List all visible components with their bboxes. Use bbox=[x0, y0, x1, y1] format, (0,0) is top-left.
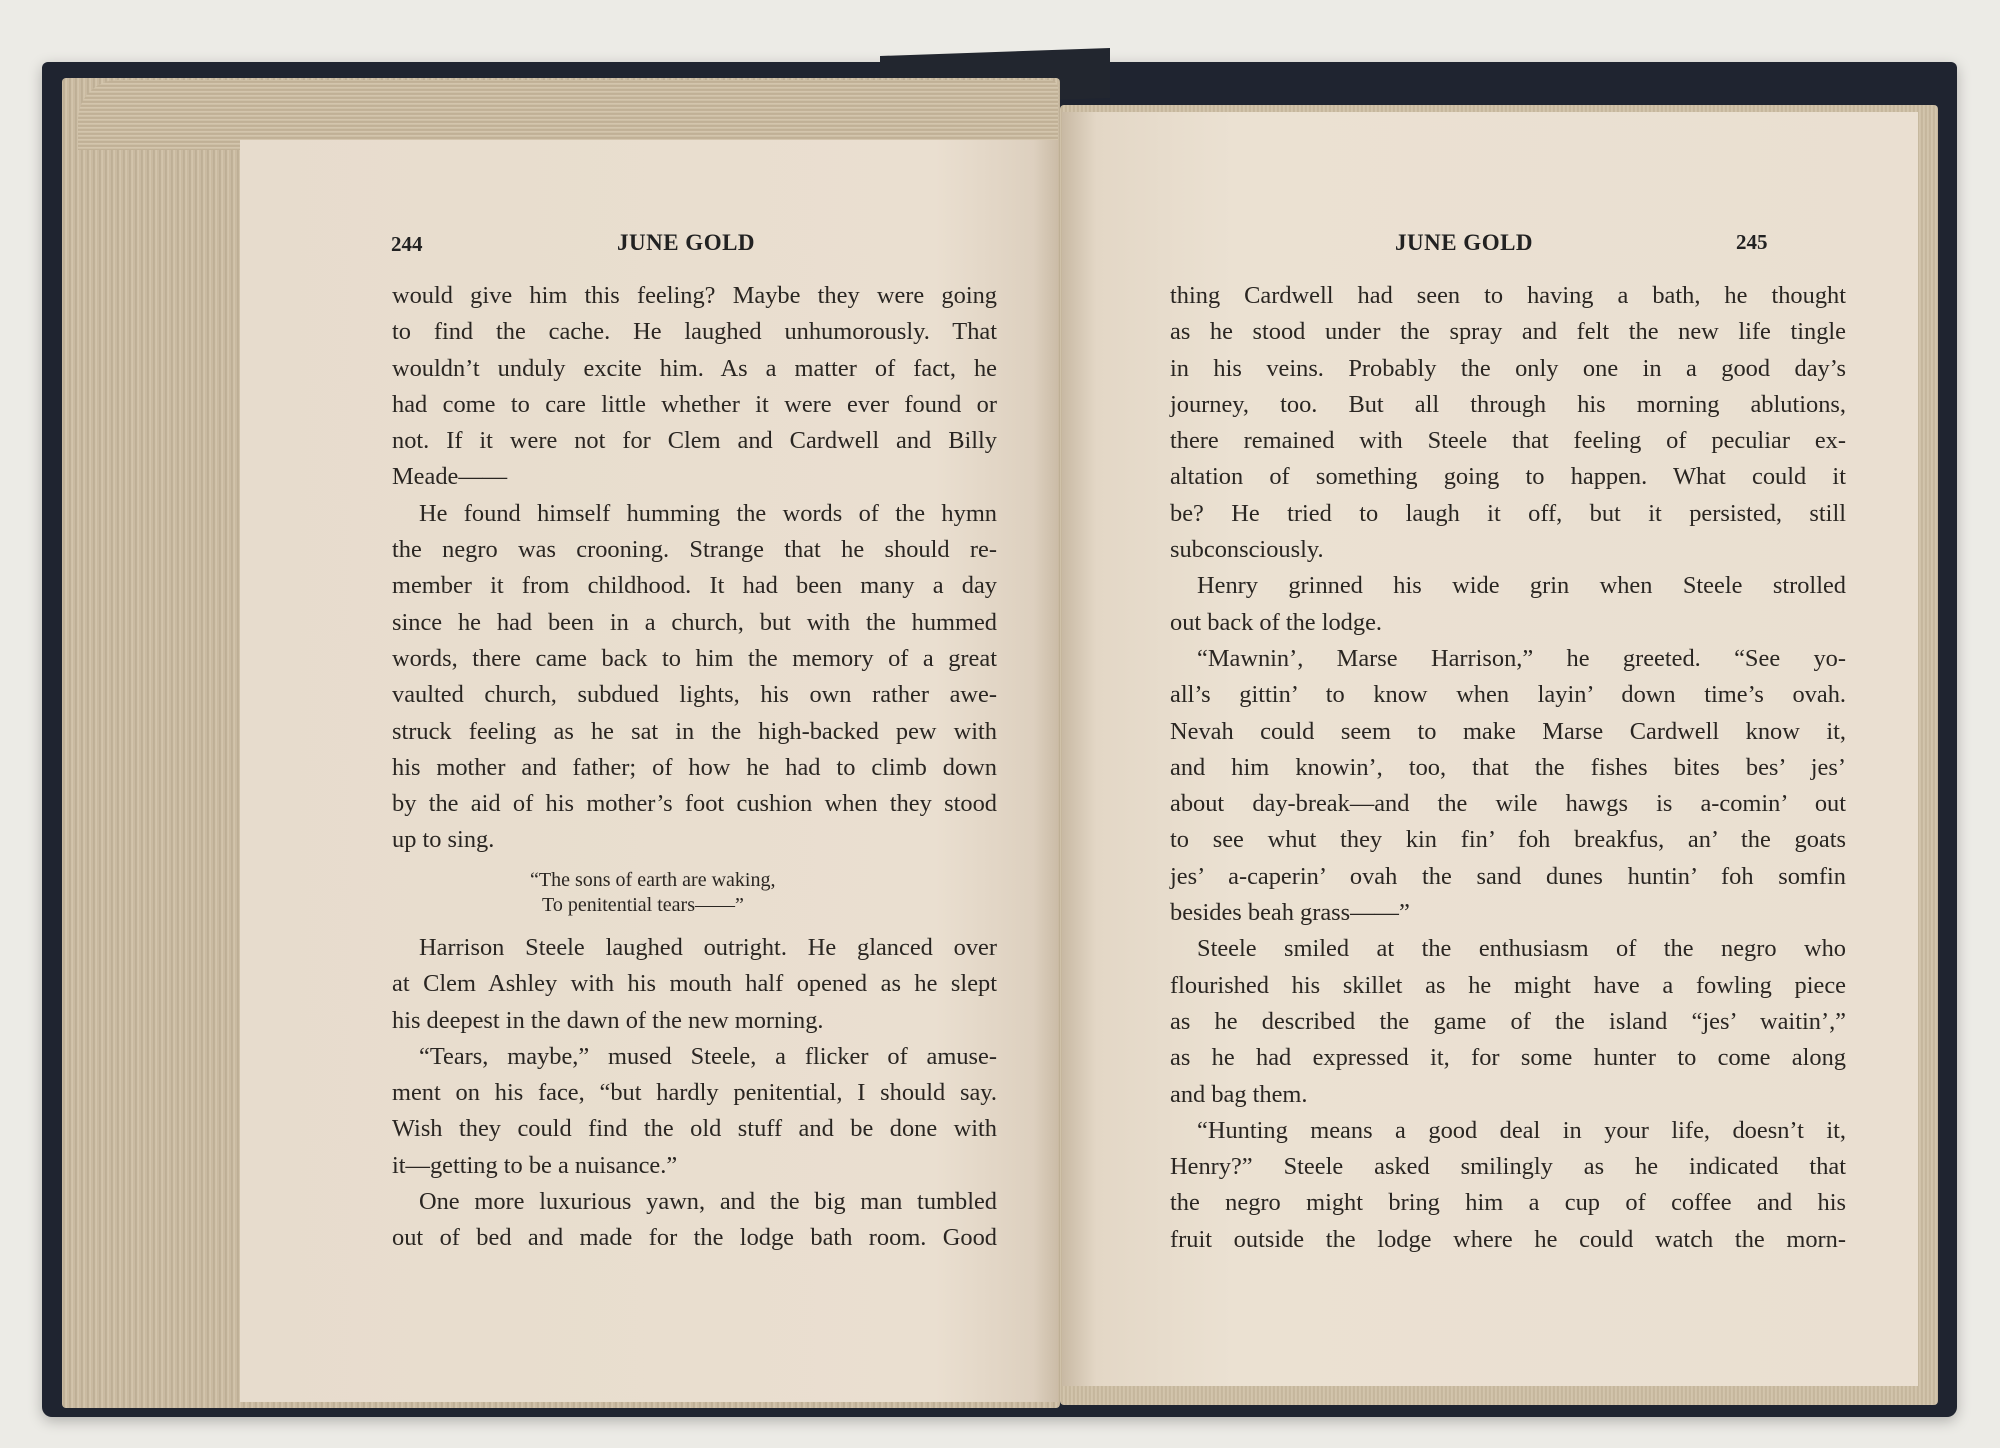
text-line: Henry grinned his wide grin when Steele strolled bbox=[1197, 572, 1846, 600]
text-line: “Hunting means a good deal in your life, doesn’t it, bbox=[1197, 1116, 1846, 1144]
text-line: had come to care little whether it were ever found or bbox=[392, 390, 997, 418]
text-line: words, there came back to him the memory of a great bbox=[392, 644, 997, 672]
text-line: Meade—— bbox=[392, 463, 508, 491]
text-line: Wish they could find the old stuff and be done with bbox=[392, 1115, 997, 1143]
text-line: by the aid of his mother’s foot cushion when they stood bbox=[392, 790, 997, 818]
text-line: out back of the lodge. bbox=[1170, 608, 1383, 636]
text-line: journey, too. But all through his morning ablutions, bbox=[1170, 390, 1846, 418]
text-line: fruit outside the lodge where he could watch the morn- bbox=[1170, 1225, 1846, 1253]
text-line: to see whut they kin fin’ foh breakfus, an’ the goats bbox=[1170, 826, 1846, 854]
left-text-bottom bbox=[392, 930, 997, 1257]
text-line: Steele smiled at the enthusiasm of the negro who bbox=[1197, 935, 1846, 963]
text-line: Henry?” Steele asked smilingly as he indicated that bbox=[1170, 1153, 1846, 1181]
text-line: struck feeling as he sat in the high-backed pew with bbox=[392, 717, 997, 745]
text-line: at Clem Ashley with his mouth half opened as he slept bbox=[392, 970, 997, 998]
running-head-right: JUNE GOLD bbox=[1395, 230, 1534, 255]
text-line: He found himself humming the words of the hymn bbox=[419, 499, 997, 527]
text-line: ment on his face, “but hardly penitential, I should say. bbox=[392, 1079, 997, 1107]
text-line: and bag them. bbox=[1170, 1080, 1308, 1108]
running-head-left: JUNE GOLD bbox=[617, 230, 756, 255]
text-line: there remained with Steele that feeling of peculiar ex- bbox=[1170, 427, 1846, 455]
text-line: about day-break—and the wile hawgs is a-comin’ out bbox=[1170, 790, 1846, 818]
text-line: altation of something going to happen. What could it bbox=[1170, 463, 1846, 491]
poem-line: “The sons of earth are waking, bbox=[530, 869, 776, 891]
text-line: subconsciously. bbox=[1170, 536, 1324, 564]
text-line: his deepest in the dawn of the new morning. bbox=[392, 1006, 824, 1034]
text-line: up to sing. bbox=[392, 826, 495, 854]
text-line: Nevah could seem to make Marse Cardwell know it, bbox=[1170, 717, 1846, 745]
text-line: thing Cardwell had seen to having a bath, he thought bbox=[1170, 282, 1846, 309]
text-line: Harrison Steele laughed outright. He glanced over bbox=[419, 934, 997, 961]
text-line: the negro was crooning. Strange that he should re- bbox=[392, 536, 997, 564]
text-line: and him knowin’, too, that the fishes bites bes’ jes’ bbox=[1170, 753, 1846, 781]
text-line: as he described the game of the island “jes’ waitin’,” bbox=[1170, 1007, 1846, 1035]
page-number-left: 244 bbox=[391, 232, 423, 256]
text-line: wouldn’t unduly excite him. As a matter of fact, he bbox=[392, 354, 997, 382]
text-line: member it from childhood. It had been many a day bbox=[392, 572, 997, 600]
text-line: out of bed and made for the lodge bath room. Good bbox=[392, 1224, 997, 1252]
text-line: jes’ a-caperin’ ovah the sand dunes huntin’ foh somfin bbox=[1170, 862, 1846, 890]
text-line: “Tears, maybe,” mused Steele, a flicker of amuse- bbox=[419, 1042, 997, 1070]
text-line: “Mawnin’, Marse Harrison,” he greeted. “See yo- bbox=[1197, 644, 1846, 672]
right-text bbox=[1170, 278, 1846, 1258]
text-line: One more luxurious yawn, and the big man tumbled bbox=[419, 1188, 997, 1216]
text-line: the negro might bring him a cup of coffee and his bbox=[1170, 1189, 1846, 1217]
text-line: be? He tried to laugh it off, but it persisted, still bbox=[1170, 499, 1846, 527]
left-text-top bbox=[392, 278, 997, 859]
text-line: in his veins. Probably the only one in a good day’s bbox=[1170, 354, 1846, 382]
text-line: flourished his skillet as he might have a fowling piece bbox=[1170, 971, 1846, 999]
text-line: would give him this feeling? Maybe they were going bbox=[392, 282, 997, 309]
text-line: as he had expressed it, for some hunter to come along bbox=[1170, 1044, 1846, 1072]
text-line: it—getting to be a nuisance.” bbox=[392, 1151, 678, 1179]
right-page bbox=[1062, 112, 1918, 1386]
text-line: as he stood under the spray and felt the new life tingle bbox=[1170, 318, 1846, 346]
text-line: all’s gittin’ to know when layin’ down time’s ovah. bbox=[1170, 681, 1846, 709]
text-line: to find the cache. He laughed unhumorously. That bbox=[392, 318, 997, 346]
text-line: vaulted church, subdued lights, his own rather awe- bbox=[392, 681, 997, 709]
text-line: besides beah grass——” bbox=[1170, 899, 1410, 927]
text-line: his mother and father; of how he had to climb down bbox=[392, 753, 997, 781]
text-line: not. If it were not for Clem and Cardwell and Billy bbox=[392, 427, 997, 455]
left-page bbox=[240, 140, 1058, 1402]
page-number-right: 245 bbox=[1736, 230, 1768, 254]
poem-quote bbox=[530, 868, 775, 918]
text-line: since he had been in a church, but with the hummed bbox=[392, 608, 997, 636]
poem-line: To penitential tears——” bbox=[542, 894, 744, 916]
